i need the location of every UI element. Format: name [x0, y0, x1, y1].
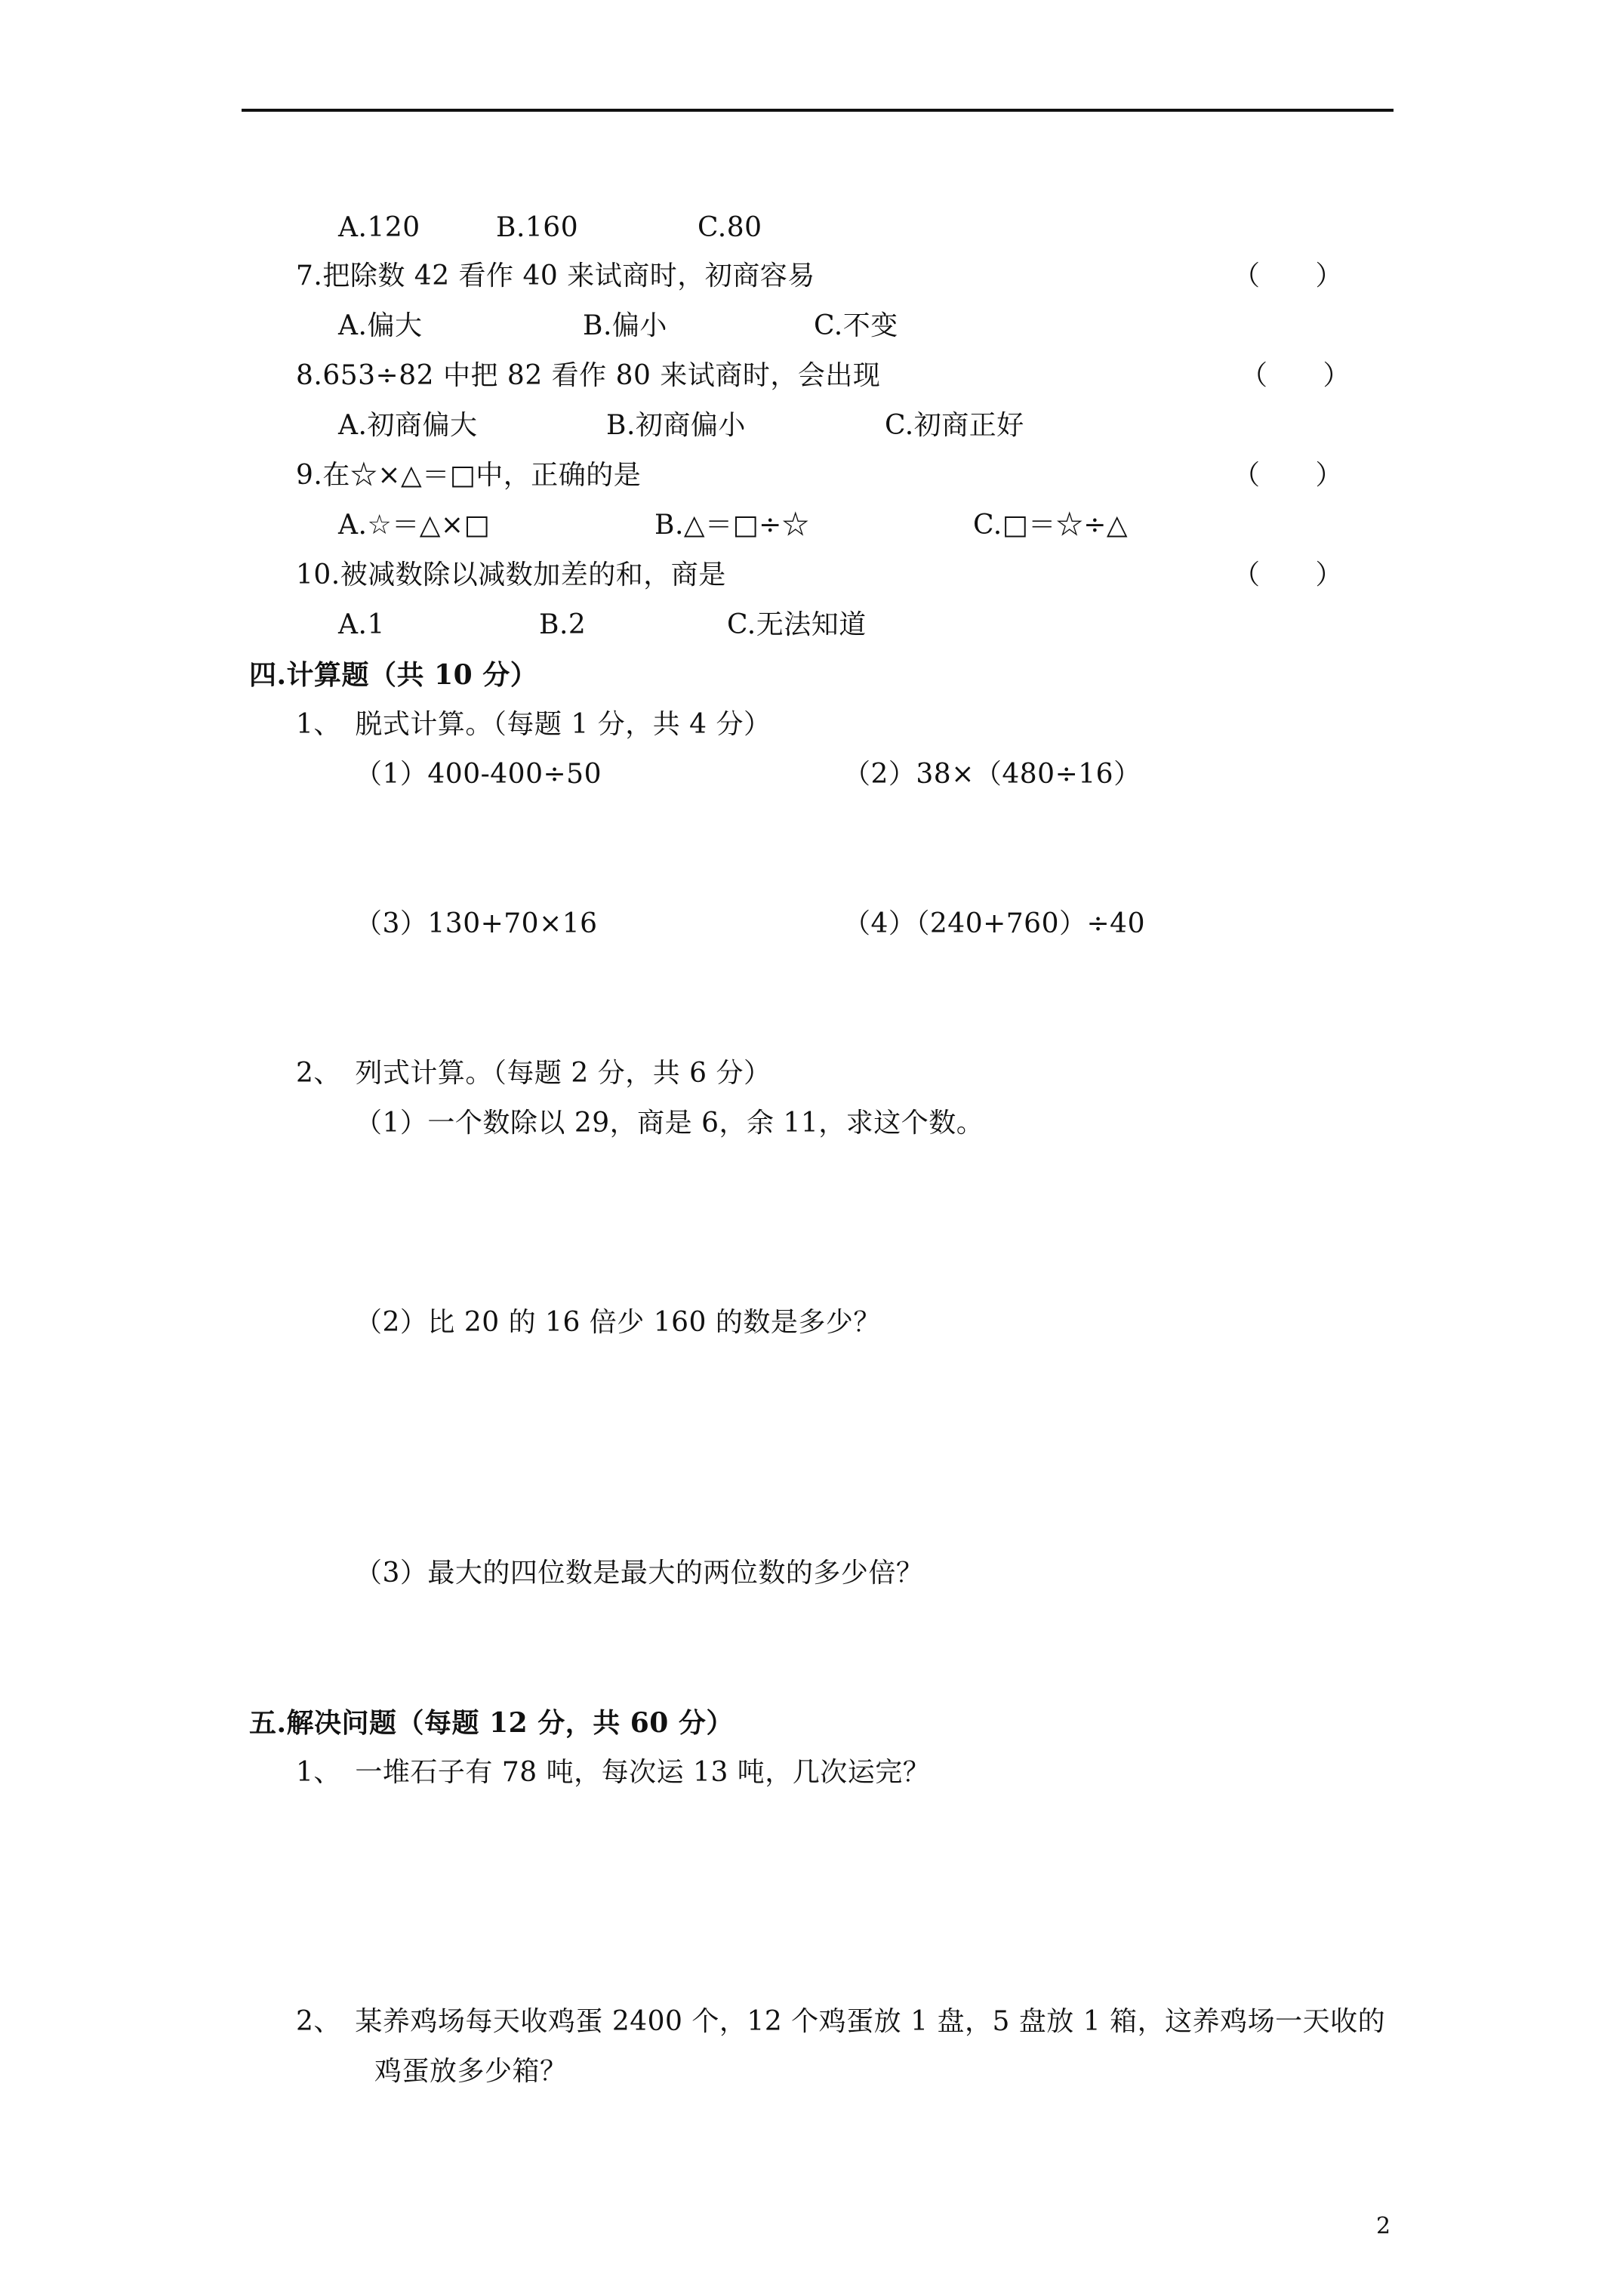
calc-item-2: （2）38×（480÷16） [843, 759, 1141, 790]
q7-option-b: B.偏小 [583, 310, 667, 341]
calc-item-1: （1）400-400÷50 [355, 759, 602, 790]
q9-option-b: B.△＝□÷☆ [654, 510, 810, 541]
q8-option-a: A.初商偏大 [338, 410, 478, 441]
section-4-title: 四.计算题（共 10 分） [249, 659, 538, 691]
q10-option-c: C.无法知道 [727, 609, 867, 640]
q8-text: 8.653÷82 中把 82 看作 80 来试商时，会出现 [296, 360, 881, 391]
q9-option-c: C.□＝☆÷△ [973, 510, 1129, 541]
q7-text: 7.把除数 42 看作 40 来试商时，初商容易 [296, 260, 815, 291]
q8-answer-bracket: （ ） [1240, 360, 1351, 391]
header-rule [242, 109, 1394, 112]
problem-2-line-1: 2、 某养鸡场每天收鸡蛋 2400 个，12 个鸡蛋放 1 盘，5 盘放 1 箱，这养鸡场一天收的 [296, 2006, 1386, 2037]
q7-answer-bracket: （ ） [1233, 260, 1344, 291]
page-number: 2 [1376, 2213, 1391, 2239]
expr-item-1: （1）一个数除以 29，商是 6，余 11，求这个数。 [355, 1108, 984, 1139]
q7-option-a: A.偏大 [338, 310, 423, 341]
q9-text: 9.在☆×△＝□中，正确的是 [296, 460, 642, 491]
section-4-part-2-label: 2、 列式计算。（每题 2 分，共 6 分） [296, 1058, 771, 1089]
q6-option-a: A.120 [338, 212, 420, 243]
q9-answer-bracket: （ ） [1233, 460, 1344, 491]
q10-option-a: A.1 [338, 609, 385, 640]
q10-text: 10.被减数除以减数加差的和，商是 [296, 559, 726, 590]
problem-2-line-2: 鸡蛋放多少箱？ [374, 2056, 568, 2087]
calc-item-3: （3）130+70×16 [355, 908, 598, 939]
section-5-title: 五.解决问题（每题 12 分，共 60 分） [249, 1707, 734, 1739]
section-4-part-1-label: 1、 脱式计算。（每题 1 分，共 4 分） [296, 709, 771, 740]
calc-item-4: （4）（240+760）÷40 [843, 908, 1145, 939]
q8-option-b: B.初商偏小 [606, 410, 746, 441]
problem-1: 1、 一堆石子有 78 吨，每次运 13 吨，几次运完？ [296, 1757, 931, 1788]
q7-option-c: C.不变 [814, 310, 898, 341]
q8-option-c: C.初商正好 [885, 410, 1024, 441]
expr-item-2: （2）比 20 的 16 倍少 160 的数是多少？ [355, 1307, 881, 1338]
expr-item-3: （3）最大的四位数是最大的两位数的多少倍？ [355, 1558, 924, 1589]
q10-answer-bracket: （ ） [1233, 559, 1344, 590]
q10-option-b: B.2 [539, 609, 587, 640]
q9-option-a: A.☆＝△×□ [338, 510, 491, 541]
q6-option-c: C.80 [698, 212, 762, 243]
q6-option-b: B.160 [496, 212, 579, 243]
